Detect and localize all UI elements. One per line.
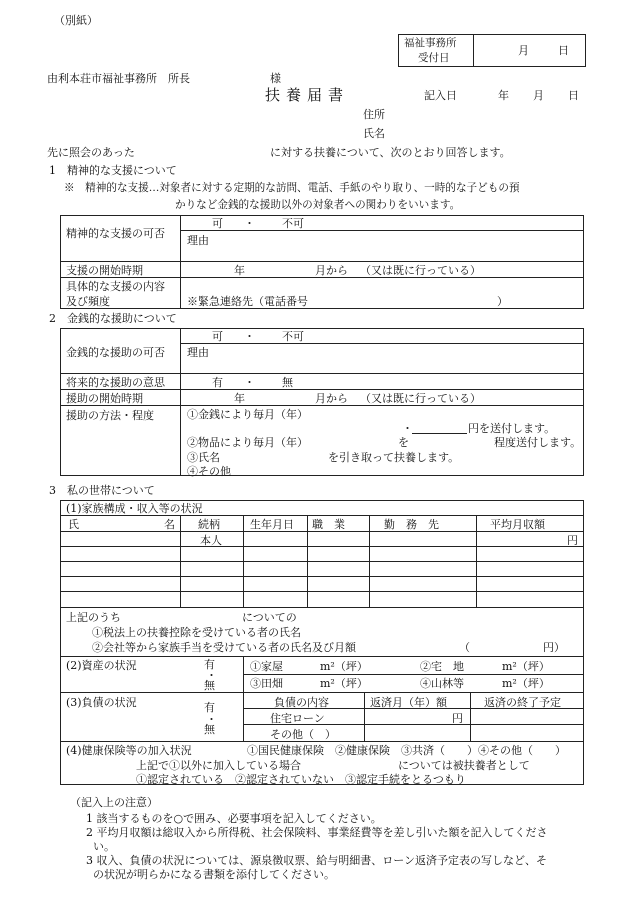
s1-reason-label: 理由 (187, 234, 209, 247)
entry-date-label: 記入日 (424, 89, 457, 102)
s2-opt-impossible: 不可 (282, 330, 304, 343)
allowance-yen: 円） (543, 641, 565, 654)
debt-dot: ・ (206, 713, 217, 726)
s2-start-already: （又は既に行っている） (360, 392, 481, 405)
debt-end-header: 返済の終了予定 (484, 696, 561, 709)
address-label: 住所 (363, 108, 385, 121)
s1-opt-possible: 可 (212, 217, 223, 230)
asset-forest-unit: m²（坪） (502, 677, 550, 690)
col-birth: 生年月日 (250, 518, 294, 531)
s1-content-label-2: 及び頻度 (66, 295, 110, 308)
s2-start-label: 援助の開始時期 (66, 392, 143, 405)
asset-house: ①家屋 (250, 660, 283, 673)
col-work: 勤 務 先 (384, 518, 439, 531)
s1-start-year: 年 (234, 264, 245, 277)
note-2-line1: 2 平均月収額は総収入から所得税、社会保険料、事業経費等を差し引いた額を記入してくださ (86, 826, 548, 839)
s2-reason-label: 理由 (187, 346, 209, 359)
assets-label: (2)資産の状況 (66, 659, 137, 672)
insurance-status: ①認定されている ②認定されていない ③認定手続をとるつもり (136, 773, 466, 786)
s2-opt-dot: ・ (244, 330, 255, 343)
s2-start-year: 年 (234, 392, 245, 405)
allowance-open: （ (459, 641, 470, 654)
allowance-line: ②会社等から家族手当を受けている者の氏名及び月額 (92, 641, 356, 654)
debt-home-yen: 円 (452, 712, 463, 725)
s1-start-already: （又は既に行っている） (360, 264, 481, 277)
notes-heading: （記入上の注意） (70, 796, 158, 809)
section1-heading: 1 精神的な支援について (49, 164, 177, 177)
s2-method-1: ①金銭により毎月（年） (187, 408, 308, 421)
s2-method-label: 援助の方法・程度 (66, 409, 154, 422)
section1-note-line1: ※ 精神的な支援…対象者に対する定期的な訪問、電話、手紙のやり取り、一時的な子どもの預 (64, 182, 520, 194)
note-1: 1 該当するものを○で囲み、必要事項を記入してください。 (86, 812, 382, 825)
debt-repay-header: 返済月（年）額 (370, 696, 447, 709)
page-title: 扶養届書 (265, 86, 350, 104)
debt-label: (3)負債の状況 (66, 696, 137, 709)
assets-no: 無 (204, 679, 215, 692)
entry-year: 年 (498, 89, 509, 102)
s2-start-month: 月から (315, 392, 348, 405)
asset-house-unit: m²（坪） (320, 660, 368, 673)
entry-day: 日 (568, 89, 579, 102)
s2-future-yes: 有 (212, 376, 223, 389)
s1-start-label: 支援の開始時期 (66, 264, 143, 277)
s2-future-label: 将来的な援助の意思 (66, 376, 165, 389)
insurance-label: (4)健康保険等の加入状況 (66, 744, 192, 757)
debt-home-loan: 住宅ローン (270, 712, 325, 725)
debt-content-header: 負債の内容 (274, 696, 329, 709)
honorific: 様 (270, 72, 281, 85)
intro-right: に対する扶養について、次のとおり回答します。 (270, 146, 511, 159)
asset-land: ②宅 地 (420, 660, 464, 673)
addressee: 由利本荘市福祉事務所 所長 (47, 72, 190, 85)
assets-dot: ・ (206, 669, 217, 682)
receipt-label-date: 受付日 (418, 52, 450, 64)
insurance-options: ①国民健康保険 ②健康保険 ③共済（ ）④その他（ ） (247, 744, 566, 757)
asset-field: ③田畑 (250, 677, 283, 690)
entry-month: 月 (533, 89, 544, 102)
col-income: 平均月収額 (490, 518, 545, 531)
asset-land-unit: m²（坪） (502, 660, 550, 673)
insurance-if: 上記で①以外に加入している場合 (136, 759, 301, 772)
s1-possible-label: 精神的な支援の可否 (66, 227, 165, 240)
col-name-2: 名 (164, 518, 175, 531)
s1-content-label-1: 具体的な支援の内容 (66, 280, 165, 293)
note-2-line2: い。 (93, 840, 115, 853)
s1-emergency-close: ） (497, 295, 508, 308)
s2-method-4: ④その他 (187, 465, 231, 478)
receipt-month: 月 (518, 44, 529, 57)
name-label: 氏名 (363, 127, 385, 140)
s2-method-2: ②物品により毎月（年） (187, 436, 308, 449)
s2-method-1-tail: 円を送付します。 (468, 422, 556, 435)
s2-method-3: ③氏名 (187, 451, 220, 464)
s2-method-2-tail: 程度送付します。 (494, 436, 582, 449)
receipt-day: 日 (558, 44, 569, 57)
s2-future-no: 無 (282, 376, 293, 389)
attachment-label: （別紙） (54, 14, 98, 27)
s2-method-3-tail: を引き取って扶養します。 (328, 451, 460, 464)
s2-future-dot: ・ (244, 376, 255, 389)
section3-heading: 3 私の世帯について (49, 484, 155, 497)
asset-forest: ④山林等 (420, 677, 464, 690)
note-3-line1: 3 収入、負債の状況については、源泉徴収票、給与明細書、ローン返済予定表の写しなど、そ (86, 854, 548, 867)
assets-yes: 有 (204, 658, 215, 671)
among-label: 上記のうち (66, 611, 121, 624)
family-title: (1)家族構成・収入等の状況 (66, 502, 203, 515)
s2-method-1-dot: ・ (402, 422, 413, 435)
s2-opt-possible: 可 (212, 330, 223, 343)
s1-emergency: ※緊急連絡先（電話番号 (187, 295, 308, 308)
receipt-label-office: 福祉事務所 (404, 37, 457, 49)
col-relation: 続柄 (198, 518, 220, 531)
insurance-dependent: については被扶養者として (398, 759, 530, 772)
section2-heading: 2 金銭的な援助について (49, 312, 177, 325)
debt-no: 無 (204, 723, 215, 736)
col-job: 職 業 (312, 518, 345, 531)
s1-opt-impossible: 不可 (282, 217, 304, 230)
note-3-line2: の状況が明らかになる書類を添付してください。 (93, 868, 335, 881)
self-income-yen: 円 (567, 534, 578, 547)
tax-line: ①税法上の扶養控除を受けている者の氏名 (92, 626, 301, 639)
s2-method-2-wo: を (398, 436, 409, 449)
col-name-1: 氏 (68, 518, 79, 531)
about-label: についての (242, 611, 297, 624)
asset-field-unit: m²（坪） (320, 677, 368, 690)
intro-left: 先に照会のあった (47, 146, 135, 159)
s1-start-month: 月から (315, 264, 348, 277)
self-relation: 本人 (200, 534, 222, 547)
debt-other: その他（ ） (270, 728, 336, 741)
debt-yes: 有 (204, 701, 215, 714)
s1-opt-dot: ・ (244, 217, 255, 230)
section1-note-line2: かりなど金銭的な援助以外の対象者への関わりをいいます。 (175, 199, 461, 211)
s2-possible-label: 金銭的な援助の可否 (66, 346, 165, 359)
